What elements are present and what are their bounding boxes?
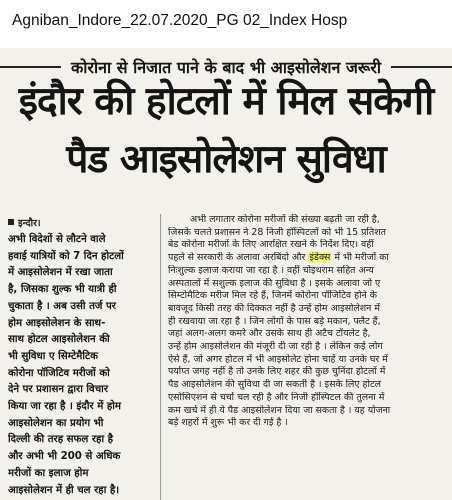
dateline-text: इन्दौर। — [18, 218, 41, 229]
intro-line: है, जिसका शुल्क भी यात्री ही — [8, 284, 117, 296]
bullet-square-icon — [8, 219, 14, 225]
dateline — [8, 216, 41, 229]
body-line — [168, 227, 448, 240]
body-line — [168, 328, 448, 341]
body-text: ही रखवाया जा रहा है । जिन लोगों के पास बड़े मकान, फ्लैट हैं, — [168, 315, 381, 327]
highlighted-term: इंडेक्स — [309, 252, 331, 264]
intro-line: आइसोलेशन का प्रयोग भी — [8, 417, 104, 429]
body-text: अभी लगातार कोरोना मरीजों की संख्या बढ़ती जा रही है, — [190, 214, 380, 225]
newspaper-clipping — [0, 48, 452, 500]
body-text: पहले से सरकारी के अलावा अरबिंदो और — [168, 252, 309, 264]
intro-line: किया जा रहा है । इंदौर में होम — [8, 401, 121, 413]
kicker-text: कोरोना से निजात पाने के बाद भी आइसोलेशन जरूरी — [61, 58, 391, 77]
body-text: कम खर्च में ही ये पैड आइसोलेशन दिया जा सकता है । यह योजना — [168, 404, 391, 416]
body-line — [168, 405, 448, 418]
body-text: सिम्टोमैटिक मरीज मिल रहे हैं, जिनमें कोरोना पॉजिटिव होने के — [168, 290, 377, 302]
body-text: बावजूद किसी तरह की दिक्कत नहीं है उन्हें होम आइसोलेशन में — [168, 302, 380, 314]
body-line — [168, 278, 448, 291]
headline-line-2: पैड आइसोलेशन सुविधा — [66, 137, 386, 182]
intro-line: में आइसोलेशन में रखा जाता — [8, 267, 113, 279]
body-line — [168, 392, 448, 405]
body-text: अस्पतालों में सशुल्क इलाज की सुविधा है । इसके अलावा जो ए — [168, 277, 381, 289]
body-line — [168, 303, 448, 316]
headline-line-1: इंदौर की होटलों में मिल सकेगी — [18, 79, 434, 124]
body-text: जहां अलग-अलग कमरे और उसके साथ ही अटैच टॉयलेट है, — [168, 328, 371, 340]
body-text: निःशुल्क इलाज कराया जा रहा है । वहीं चोइथराम सहित अन्य — [168, 264, 374, 276]
body-line — [168, 316, 448, 329]
body-text: बेड कोरोना मरीजों के लिए आरक्षित रखने के निर्देश दिए। वहीं — [168, 239, 374, 251]
body-text: बड़े शहरों में शुरू भी कर दी गई है । — [168, 417, 288, 429]
body-text: में भी मरीजों का — [331, 252, 389, 264]
body-line — [168, 417, 448, 430]
body-text: पैड आइसोलेशन की सुविधा दी जा सकती है । इसके लिए होटल — [168, 379, 382, 391]
body-line — [168, 290, 448, 303]
intro-line: आइसोलेशन में ही चल रहा है। — [8, 484, 120, 496]
body-text: जिसके चलते प्रशासन ने 28 निजी हॉस्पिटलों को भी 15 प्रतिशत — [168, 226, 386, 238]
body-text: पर्याप्त जगह नहीं है तो उनके लिए शहर की कुछ चुनिंदा होटलों में — [168, 366, 386, 378]
column-divider — [160, 214, 161, 500]
body-line — [168, 265, 448, 278]
intro-line: साथ होटल आइसोलेशन की — [8, 334, 110, 346]
body-column — [168, 214, 448, 430]
body-line — [168, 354, 448, 367]
intro-line: अभी विदेशों से लौटने वाले — [8, 234, 106, 245]
body-text: ऐसे हैं, जो अगर होटल में भी आइसोलेट होना चाहें या उनके घर में — [168, 353, 388, 365]
body-line — [168, 239, 448, 252]
intro-line: दिल्ली की तरह सफल रहा है — [8, 434, 114, 446]
intro-line: भी सुविधा ए सिम्टेमैटिक — [8, 350, 98, 362]
intro-line: मरीजों का इलाज होम — [8, 467, 89, 479]
body-text: एसोसिएशन से चर्चा चल रही है और निजी हॉस्पिटल की तुलना में — [168, 391, 385, 403]
intro-line: देने पर प्रशासन द्वारा विचार — [8, 384, 108, 396]
intro-column — [8, 232, 156, 499]
kicker-strap — [0, 56, 452, 78]
intro-line: और अभी भी 200 से अधिक — [8, 451, 121, 463]
body-line — [168, 214, 448, 227]
image-caption: Agniban_Indore_22.07.2020_PG 02_Index Hosp — [12, 12, 348, 29]
body-line — [168, 366, 448, 379]
intro-line: चुकाता है । अब उसी तर्ज पर — [8, 300, 116, 312]
body-line — [168, 252, 448, 265]
intro-line: हवाई यात्रियों को 7 दिन होटलों — [8, 250, 124, 262]
intro-line: होम आइसोलेशन के साथ- — [8, 317, 106, 329]
body-line — [168, 341, 448, 354]
body-line — [168, 379, 448, 392]
body-text: उन्हें होम आइसोलेशन की मंजूरी दी जा रही है । लेकिन कई लोग — [168, 341, 383, 353]
intro-line: कोरोना पॉजिटिव मरीजों को — [8, 367, 110, 379]
